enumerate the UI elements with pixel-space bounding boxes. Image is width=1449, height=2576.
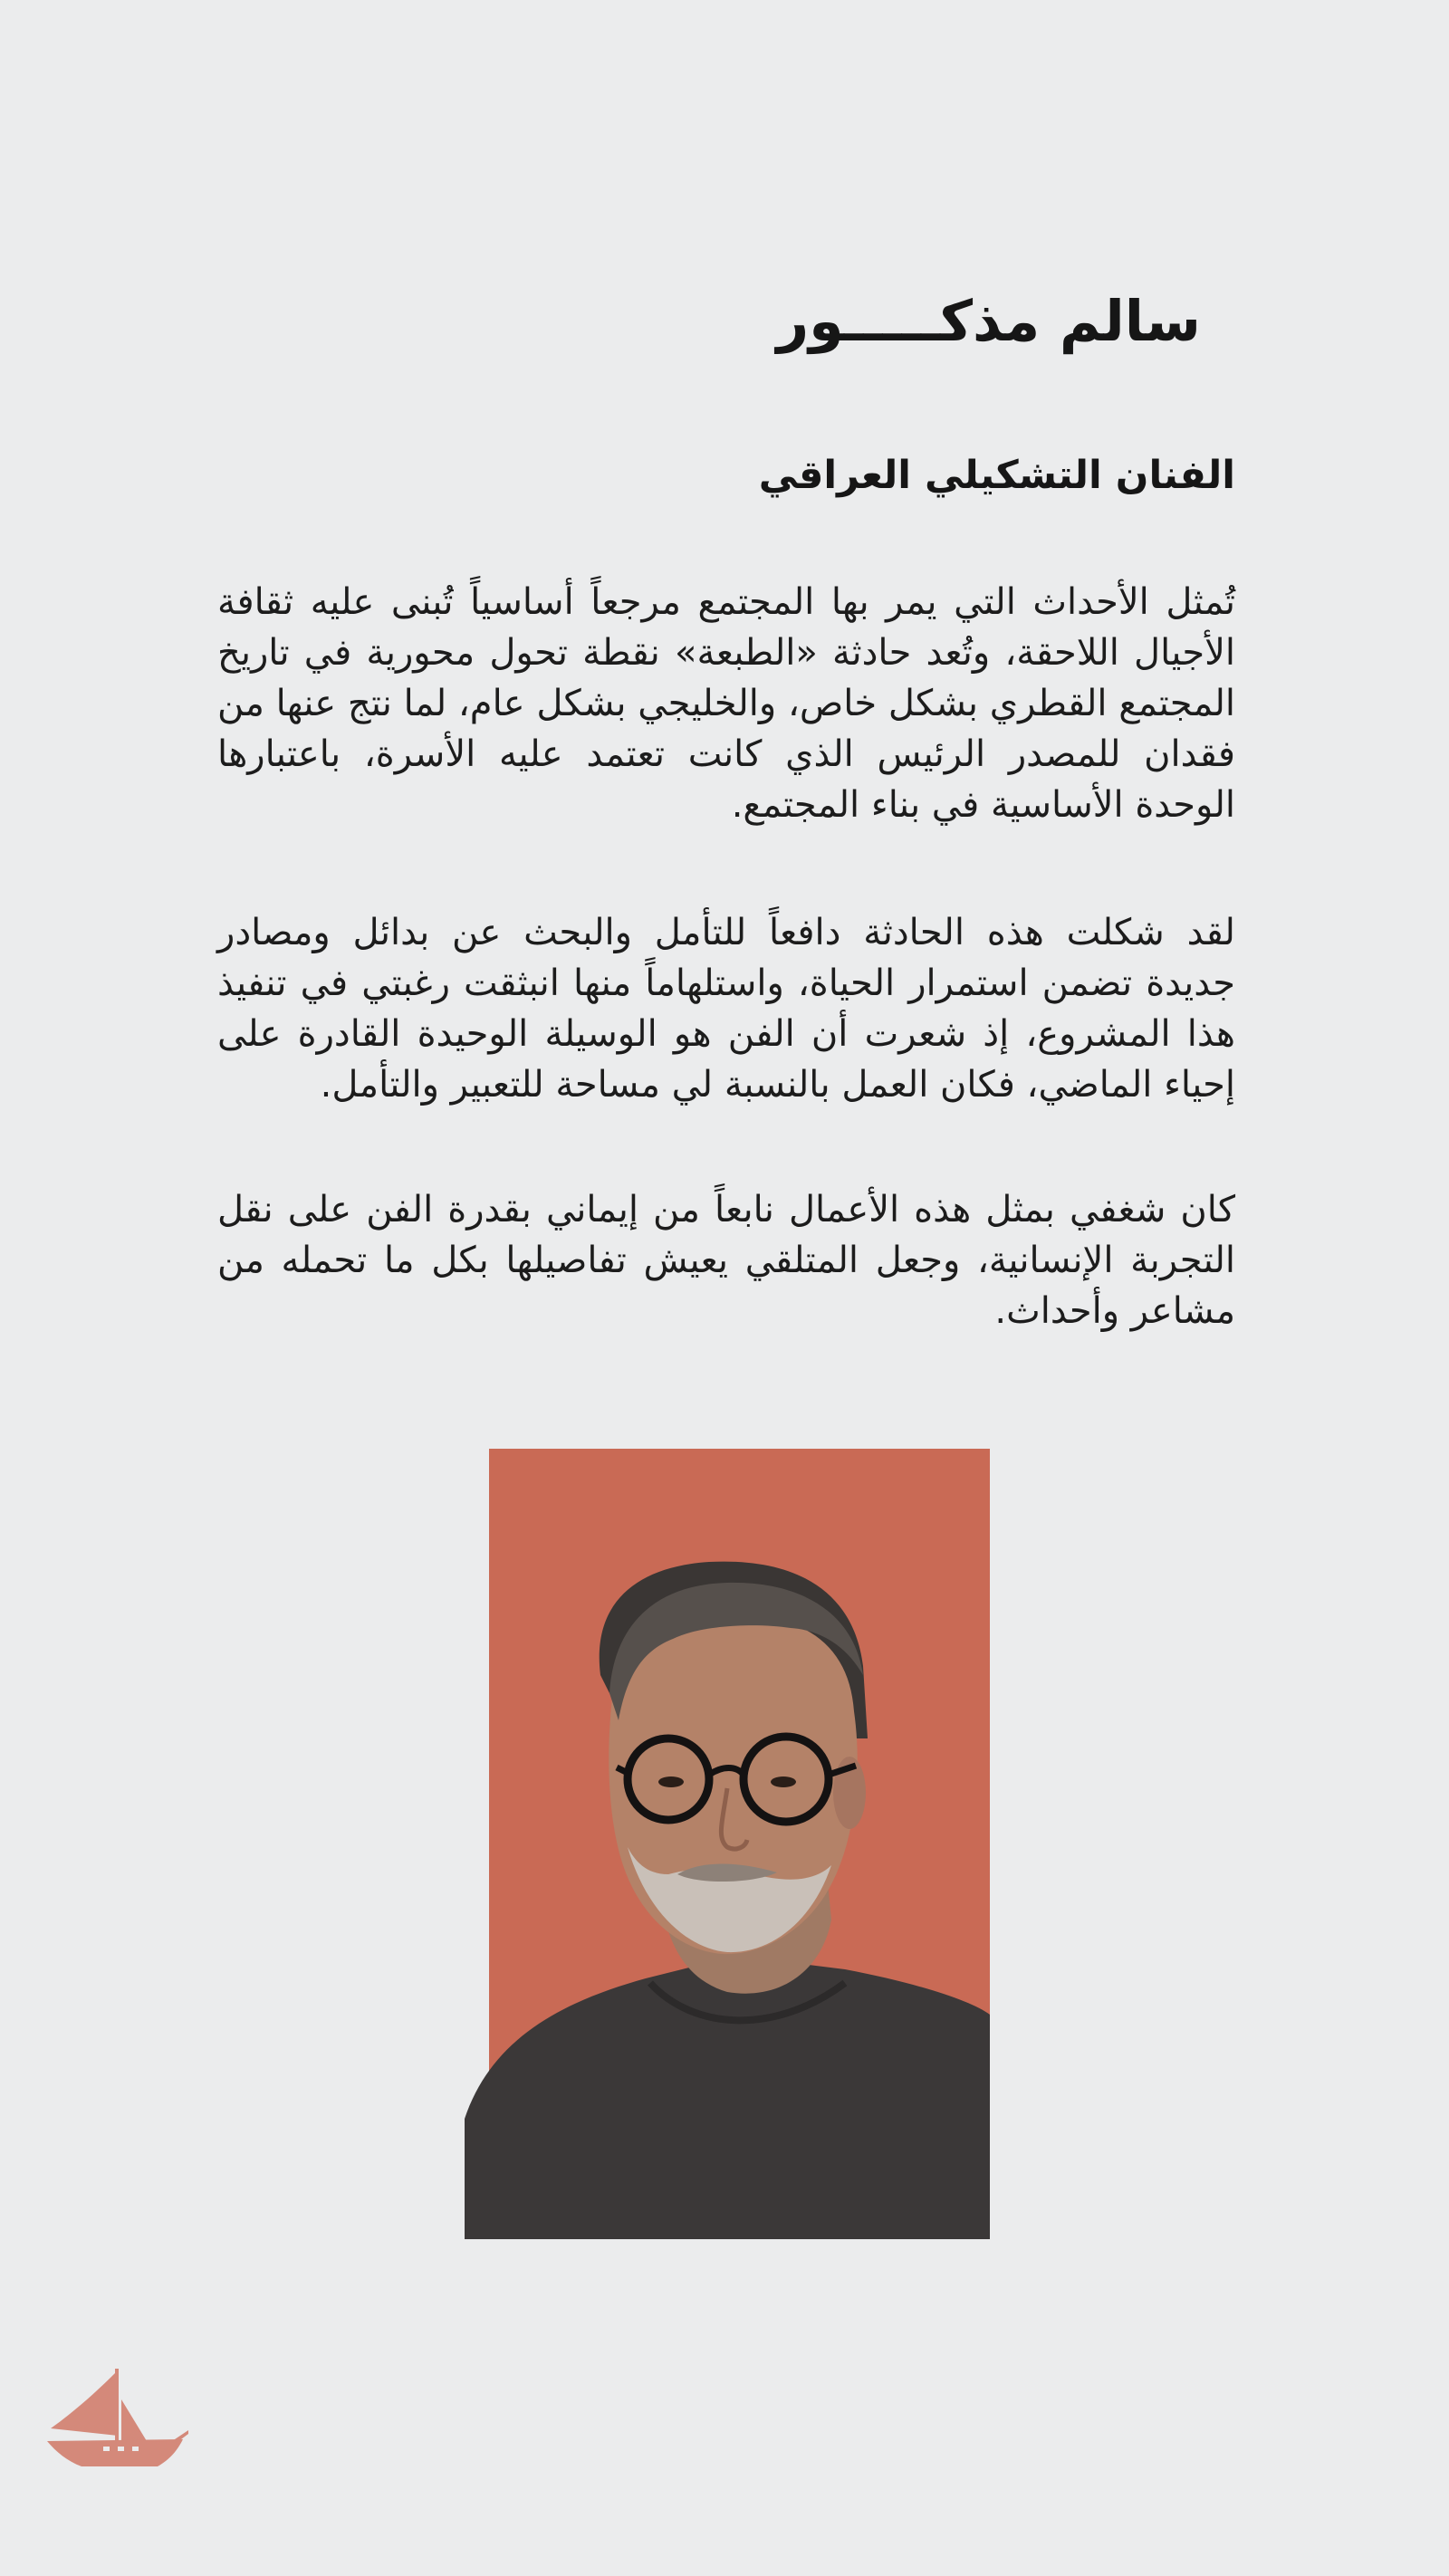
passion-paragraph: كان شغفي بمثل هذه الأعمال نابعاً من إيماني بقدرة الفن على نقل التجربة الإنسانية، وجعل المتلقي يعيش تفاصيلها بكل ما تحمله من مشاعر وأحداث.	[217, 1189, 1235, 1332]
motivation-paragraph: لقد شكلت هذه الحادثة دافعاً للتأمل والبحث عن بدائل ومصادر جديدة تضمن استمرار الحياة، واستلهاماً منها انبثقت رغبتي في تنفيذ هذا المشروع، إذ شعرت أن الفن هو الوسيلة الوحيدة القادرة على إحياء الماضي، فكان العمل بالنسبة لي مساحة للتعبير والتأمل.	[217, 912, 1235, 1106]
artist-portrait	[465, 1449, 990, 2239]
dhow-boat-icon	[45, 2363, 190, 2476]
artist-title: الفنان التشكيلي العراقي	[758, 453, 1235, 498]
intro-paragraph: تُمثل الأحداث التي يمر بها المجتمع مرجعاً أساسياً تُبنى عليه ثقافة الأجيال اللاحقة، وتُعد حادثة «الطبعة» نقطة تحول محورية في تاريخ المجتمع القطري بشكل خاص، والخليجي بشكل عام، لما نتج عنها من فقدان للمصدر الرئيس الذي كانت تعتمد عليه الأسرة، باعتبارها الوحدة الأساسية في بناء المجتمع.	[217, 581, 1235, 826]
artist-name: سالم مذكـــــور	[776, 288, 1201, 354]
